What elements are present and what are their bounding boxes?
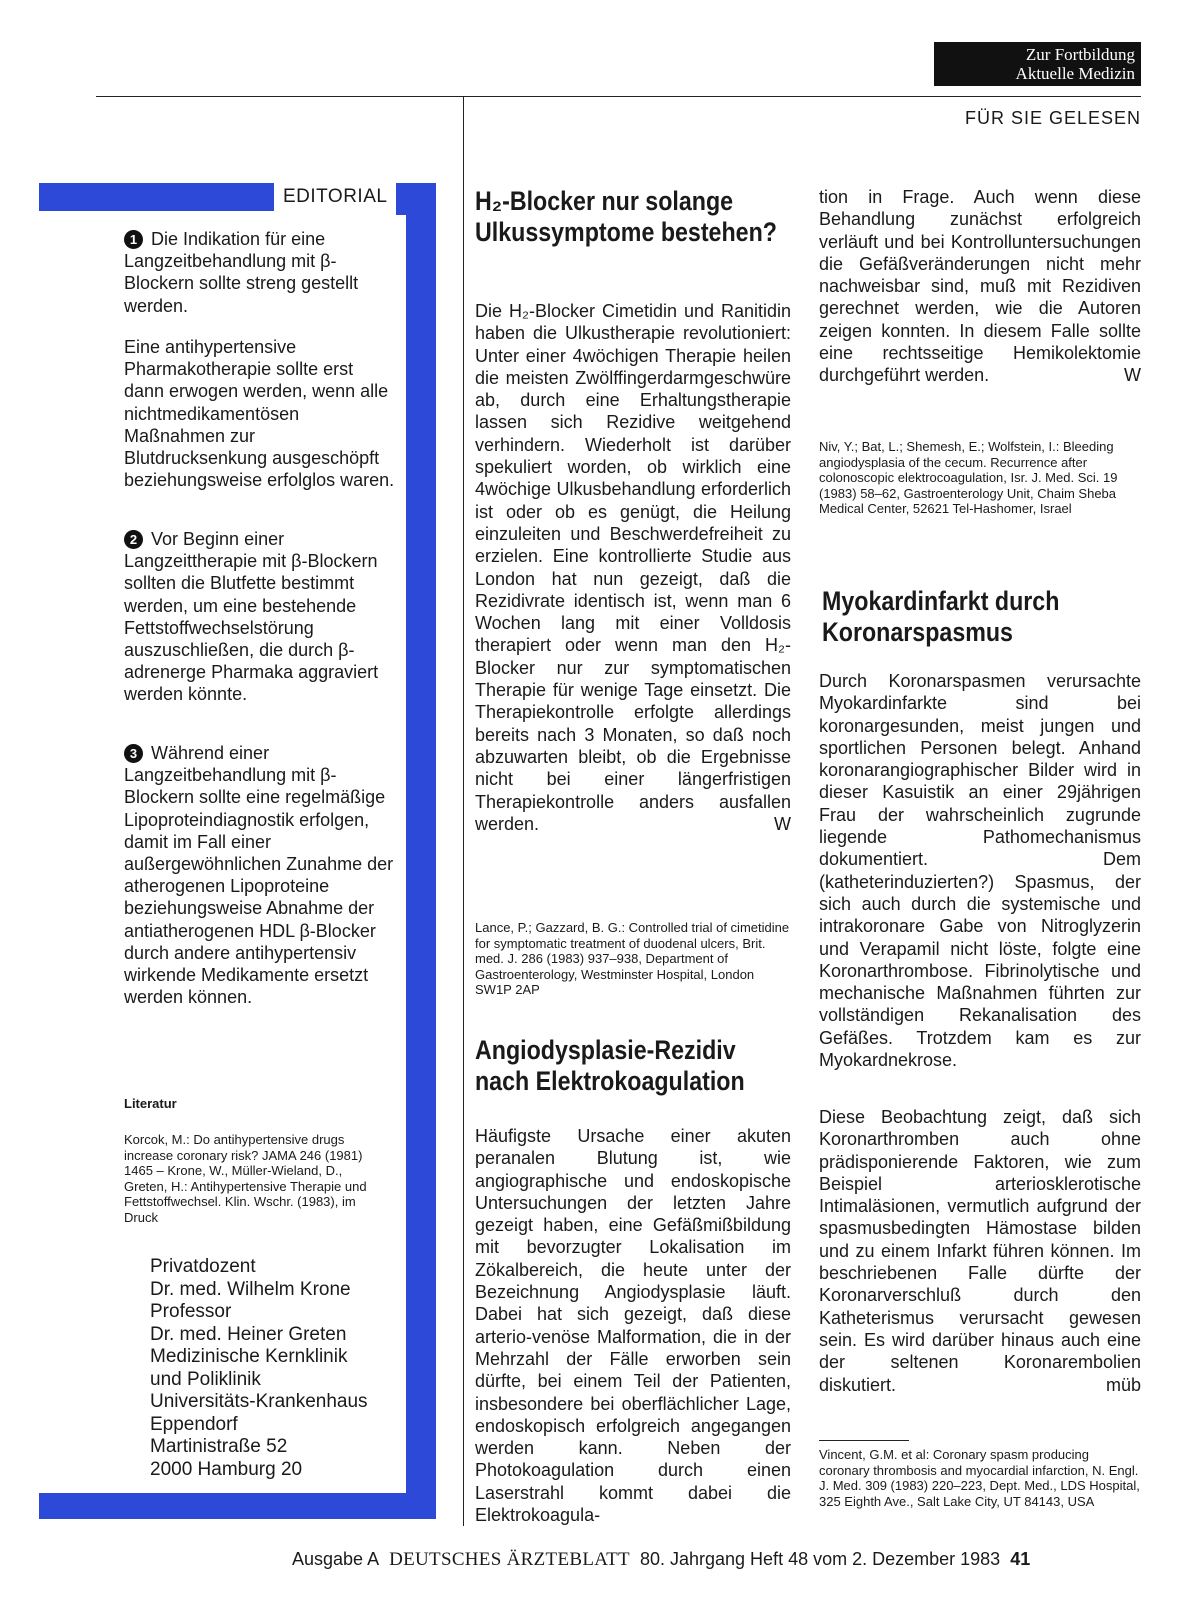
column-divider [463, 96, 464, 1526]
reference-rule [819, 1440, 909, 1441]
literature-heading: Literatur [124, 1096, 177, 1111]
address-line: Dr. med. Wilhelm Krone [150, 1278, 351, 1300]
literature-text: Korcok, M.: Do antihypertensive drugs increase coronary risk? JAMA 246 (1981) 1465 – Krone, W., Müller-Wieland, D., Greten, H.: Antihypertensive Therapie und Fettstoffwechsel. Klin. Wschr. (1983), im Druck [124, 1132, 367, 1225]
editorial-label: EDITORIAL [283, 186, 388, 207]
address-line: Privatdozent [150, 1256, 256, 1277]
editorial-frame-top [39, 183, 274, 211]
article1-signature: W [774, 813, 791, 834]
address-line: Martinistraße 52 [150, 1436, 288, 1457]
rubric-title: FÜR SIE GELESEN [964, 108, 1141, 128]
editorial-point-text: Die Indikation für eine Langzeitbehandlung mit β-Blockern sollte streng gestellt werden. [124, 229, 359, 316]
editorial-point-2 [124, 528, 396, 706]
address-line: Universitäts-Krankenhaus [150, 1391, 368, 1412]
address-line: Medizinische Kernklinik [150, 1346, 348, 1367]
point-number-badge: 3 [124, 744, 143, 763]
editorial-point-text: Vor Beginn einer Langzeittherapie mit β-Blockern sollten die Blutfette bestimmt werden, um eine bestehende Fettstoffwechselstörung auszuschließen, die durch β-adrenerge Pharmaka aggraviert werden könnte. [124, 529, 379, 705]
footer-edition: Ausgabe A [292, 1549, 380, 1569]
author-address [150, 1256, 400, 1481]
article3-headline: Myokardinfarkt durch Koronarspasmus [822, 586, 1060, 647]
article2-signature: W [1124, 365, 1141, 386]
point-number-badge: 2 [124, 530, 143, 549]
header-rule [96, 96, 1141, 97]
address-line: Eppendorf [150, 1413, 238, 1435]
editorial-paragraph [124, 336, 396, 491]
editorial-point-3 [124, 742, 396, 1008]
article3-body-part2 [819, 1106, 1141, 1396]
editorial-point-text: Während einer Langzeitbehandlung mit β-Blockern sollte eine regelmäßige Lipoproteindiagnostik erfolgen, damit im Fall einer außergewöhnlichen Zunahme der atherogenen Lipoproteine beziehungsweise Abnahme der antiatherogenen HDL β-Blocker durch andere antihypertensiv wirkende Medikamente ersetzt werden können. [124, 743, 394, 1008]
article1-reference: Lance, P.; Gazzard, B. G.: Controlled trial of cimetidine for symptomatic treatment of duodenal ulcers, Brit. med. J. 286 (1983) 937–938, Department of Gastroenterology, Westminster Hospital, London SW1P 2AP [475, 920, 790, 997]
section-label-line1: Zur Fortbildung [1025, 45, 1135, 64]
editorial-point-1 [124, 228, 396, 317]
article1-text: Die H₂-Blocker Cimetidin und Ranitidin haben die Ulkustherapie revolutioniert: Unter einer 4wöchigen Therapie heilen die meisten Zwölffingerdarmgeschwüre ab, durch eine Erhaltungstherapie lassen sich Rezidive weitgehend verhindern. Wiederholt ist darüber spekuliert worden, ob wirklich eine 4wöchige Ulkusbehandlung erforderlich ist oder ob es genügt, die Heilung einzuleiten und Beschwerdefreiheit zu erzielen. Eine kontrollierte Studie aus London hat nun gezeigt, daß die Rezidivrate identisch ist, wenn man 6 Wochen lang mit einer Volldosis therapiert oder wenn man den H₂-Blocker nur zur symptomatischen Therapie für wenige Tage einsetzt. Die Therapiekontrolle erfolgte allerdings bereits nach 3 Monaten, so daß noch abzuwarten bleibt, ob die Ergebnisse nicht bei einer längerfristigen Therapiekontrolle anders ausfallen werden. [475, 301, 791, 834]
article2-text: tion in Frage. Auch wenn diese Behandlung zunächst erfolgreich verläuft und bei Kontrolluntersuchungen die Gefäßveränderungen nicht mehr nachweisbar sind, muß mit Rezidiven gerechnet werden, wie die Autoren zeigen konnten. In diesem Falle sollte eine rechtsseitige Hemikolektomie durchgeführt werden. [819, 187, 1141, 386]
article2-headline: Angiodysplasie-Rezidiv nach Elektrokoagulation [475, 1035, 745, 1096]
page-footer [292, 1549, 1142, 1571]
address-line: Dr. med. Heiner Greten [150, 1323, 347, 1345]
page-number: 41 [1010, 1549, 1031, 1569]
editorial-frame-bottom [39, 1493, 436, 1519]
article2-reference: Niv, Y.; Bat, L.; Shemesh, E.; Wolfstein, I.: Bleeding angiodysplasia of the cecum. Recurrence after colonoscopic elektrocoagulation, Isr. J. Med. Sci. 19 (1983) 58–62, Gastroenterology Unit, Chaim Sheba Medical Center, 52621 Tel-Hashomer, Israel [819, 439, 1118, 516]
editorial-frame-right [406, 186, 436, 1511]
address-line: und Poliklinik [150, 1368, 261, 1390]
article3-text: Diese Beobachtung zeigt, daß sich Koronarthromben auch ohne prädisponierende Faktoren, wie zum Beispiel arteriosklerotische Intimaläsionen, vermutlich aufgrund der spasmusbedingten Hämostase bilden und zu einem Infarkt führen können. Im beschriebenen Falle dürfte der Koronarverschluß durch den Katheterismus verursacht gewesen sein. Es wird darüber hinaus auch eine der seltenen Koronarembolien diskutiert. [819, 1107, 1141, 1395]
article1-body [475, 300, 791, 835]
article3-reference: Vincent, G.M. et al: Coronary spasm producing coronary thrombosis and myocardial infarction, N. Engl. J. Med. 309 (1983) 220–223, Dept. Med., LDS Hospital, 325 Eighth Ave., Salt Lake City, UT 84143, USA [819, 1447, 1140, 1509]
footer-magazine: DEUTSCHES ÄRZTEBLATT [389, 1549, 630, 1570]
article1-headline: H₂-Blocker nur solange Ulkussymptome bestehen? [475, 186, 777, 247]
section-label-box [934, 42, 1141, 86]
article3-body-part1: Durch Koronarspasmen verursachte Myokardinfarkte sind bei koronargesunden, meist jungen und sportlichen Personen belegt. Anhand koronarangiographischer Bilder wird in dieser Kasuistik an einer 29jährigen Frau der wahrscheinlich zugrunde liegende Pathomechanismus dokumentiert. Dem (katheterinduzierten?) Spasmus, der sich auch durch die systemische und intrakoronare Gabe von Nitroglyzerin und Verapamil nicht löste, folgte eine Koronarthrombose. Fibrinolytische und mechanische Maßnahmen führten zur vollständigen Rekanalisation des Gefäßes. Trotzdem kam es zur Myokardnekrose. [819, 671, 1141, 1071]
article2-body-part1: Häufigste Ursache einer akuten peranalen Blutung ist, wie angiographische und endoskopische Untersuchungen der letzten Jahre gezeigt haben, eine Gefäßmißbildung mit bevorzugter Lokalisation im Zökalbereich, die heute unter der Bezeichnung Angiodysplasie läuft. Dabei hat sich gezeigt, daß diese arterio-venöse Malformation, die in der Mehrzahl der Fälle erworben sein dürfte, bei einem Teil der Patienten, insbesondere bei oberflächlicher Lage, endoskopisch erfolgreich angegangen werden kann. Neben der Photokoagulation durch einen Laserstrahl kommt dabei die Elektrokoagula- [475, 1126, 791, 1526]
article2-body-part2 [819, 186, 1141, 387]
footer-issue: 80. Jahrgang Heft 48 vom 2. Dezember 1983 [639, 1549, 1001, 1569]
point-number-badge: 1 [124, 230, 143, 249]
article3-signature: müb [1105, 1374, 1141, 1395]
editorial-point-text: Eine antihypertensive Pharmakotherapie sollte erst dann erwogen werden, wenn alle nichtmedikamentösen Maßnahmen zur Blutdrucksenkung ausgeschöpft beziehungsweise erfolglos waren. [124, 337, 395, 491]
address-line: Professor [150, 1301, 232, 1322]
section-label-line2: Aktuelle Medizin [1015, 64, 1135, 83]
address-line: 2000 Hamburg 20 [150, 1458, 303, 1480]
